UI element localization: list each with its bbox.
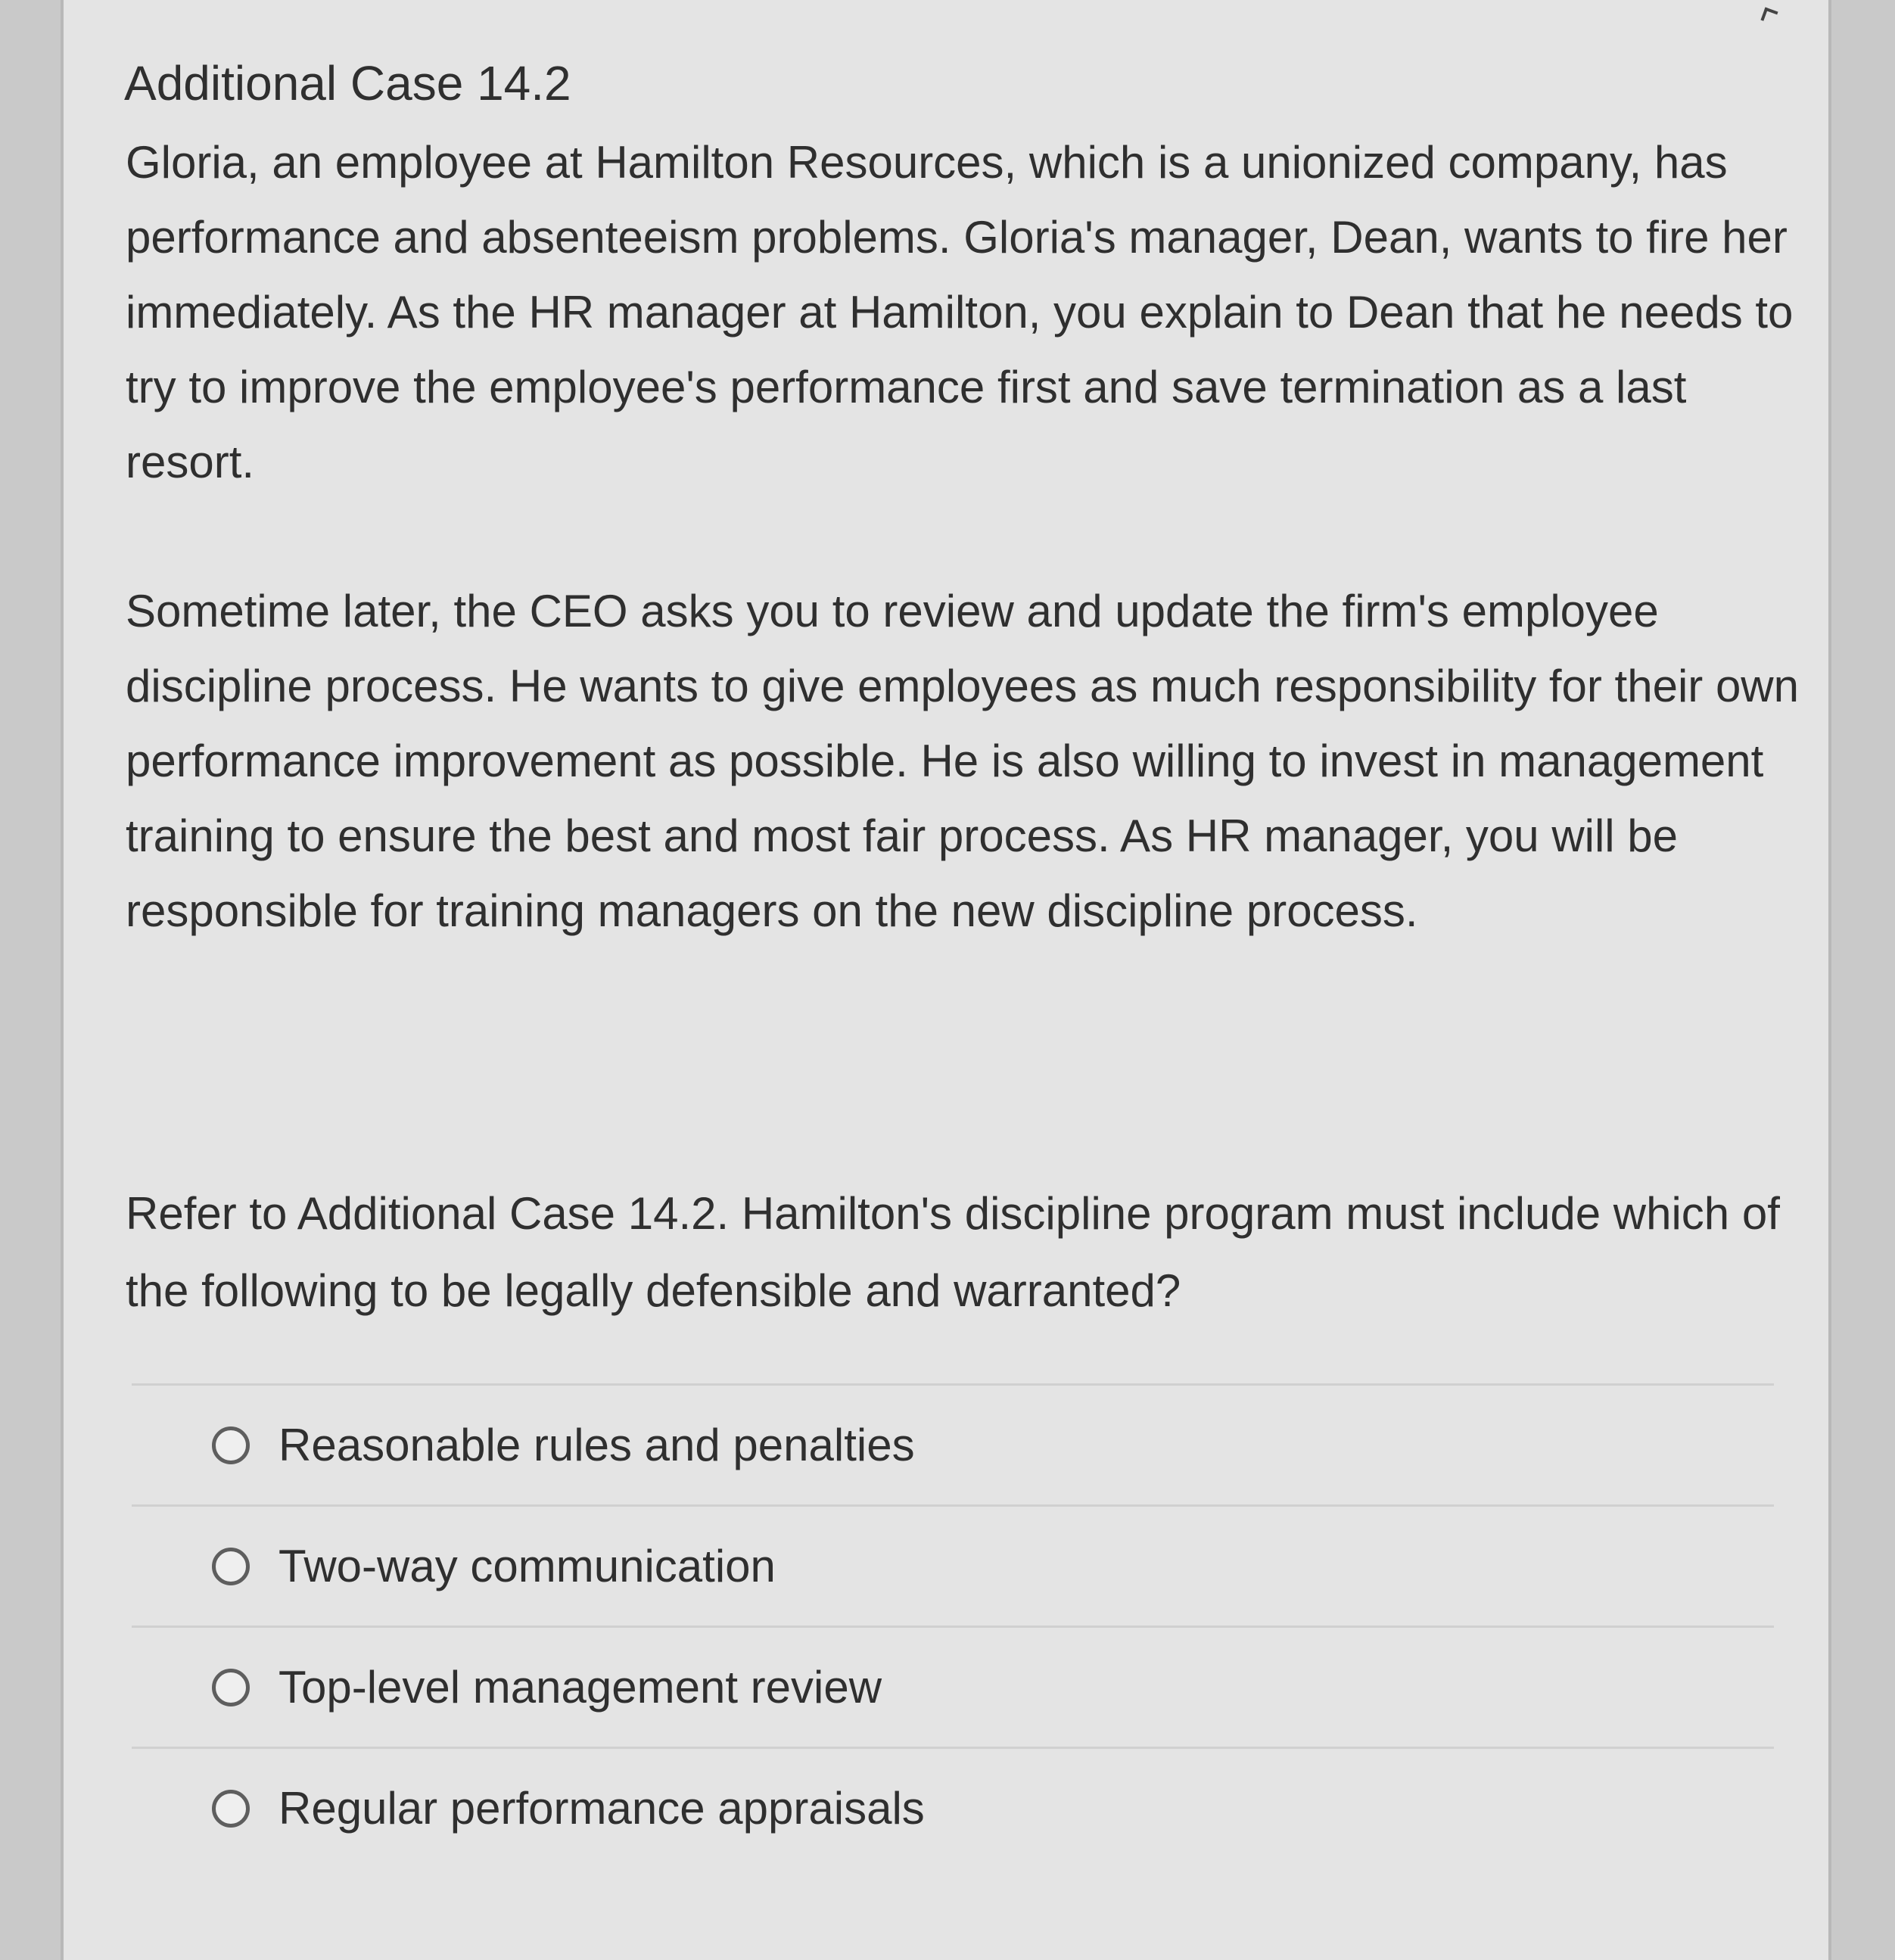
case-title: Additional Case 14.2 [124, 56, 571, 110]
corner-mark [1760, 7, 1778, 24]
answer-label: Reasonable rules and penalties [278, 1419, 915, 1470]
answer-option-4[interactable] [132, 1747, 1774, 1868]
question-text: Refer to Additional Case 14.2. Hamilton's discipline program must include which of the following to be legally defensible and warranted? [126, 1188, 1780, 1316]
case-paragraph-2: Sometime later, the CEO asks you to review and update the firm's employee discipline process. He wants to give employees as much responsibility for their own performance improvement as possible. He is also willing to invest in management training to ensure the best and most fair process. As HR manager, you will be responsible for training managers on the new discipline process. [126, 586, 1800, 936]
answer-option-3[interactable] [132, 1626, 1774, 1747]
answer-label: Two-way communication [278, 1540, 776, 1591]
answer-options [132, 1383, 1774, 1868]
case-paragraph-1: Gloria, an employee at Hamilton Resources, which is a unionized company, has performance and absenteeism problems. Gloria's manager, Dean, wants to fire her immediately. As the HR manager at Hamilton, you explain to Dean that he needs to try to improve the employee's performance first and save termination as a last resort. [126, 137, 1794, 487]
radio-button-icon[interactable] [212, 1426, 250, 1464]
answer-option-2[interactable] [132, 1504, 1774, 1626]
radio-button-icon[interactable] [212, 1790, 250, 1828]
radio-button-icon[interactable] [212, 1548, 250, 1585]
answer-option-1[interactable] [132, 1383, 1774, 1504]
radio-button-icon[interactable] [212, 1669, 250, 1706]
quiz-panel [61, 0, 1831, 1960]
answer-label: Regular performance appraisals [278, 1782, 925, 1834]
answer-label: Top-level management review [278, 1661, 882, 1713]
